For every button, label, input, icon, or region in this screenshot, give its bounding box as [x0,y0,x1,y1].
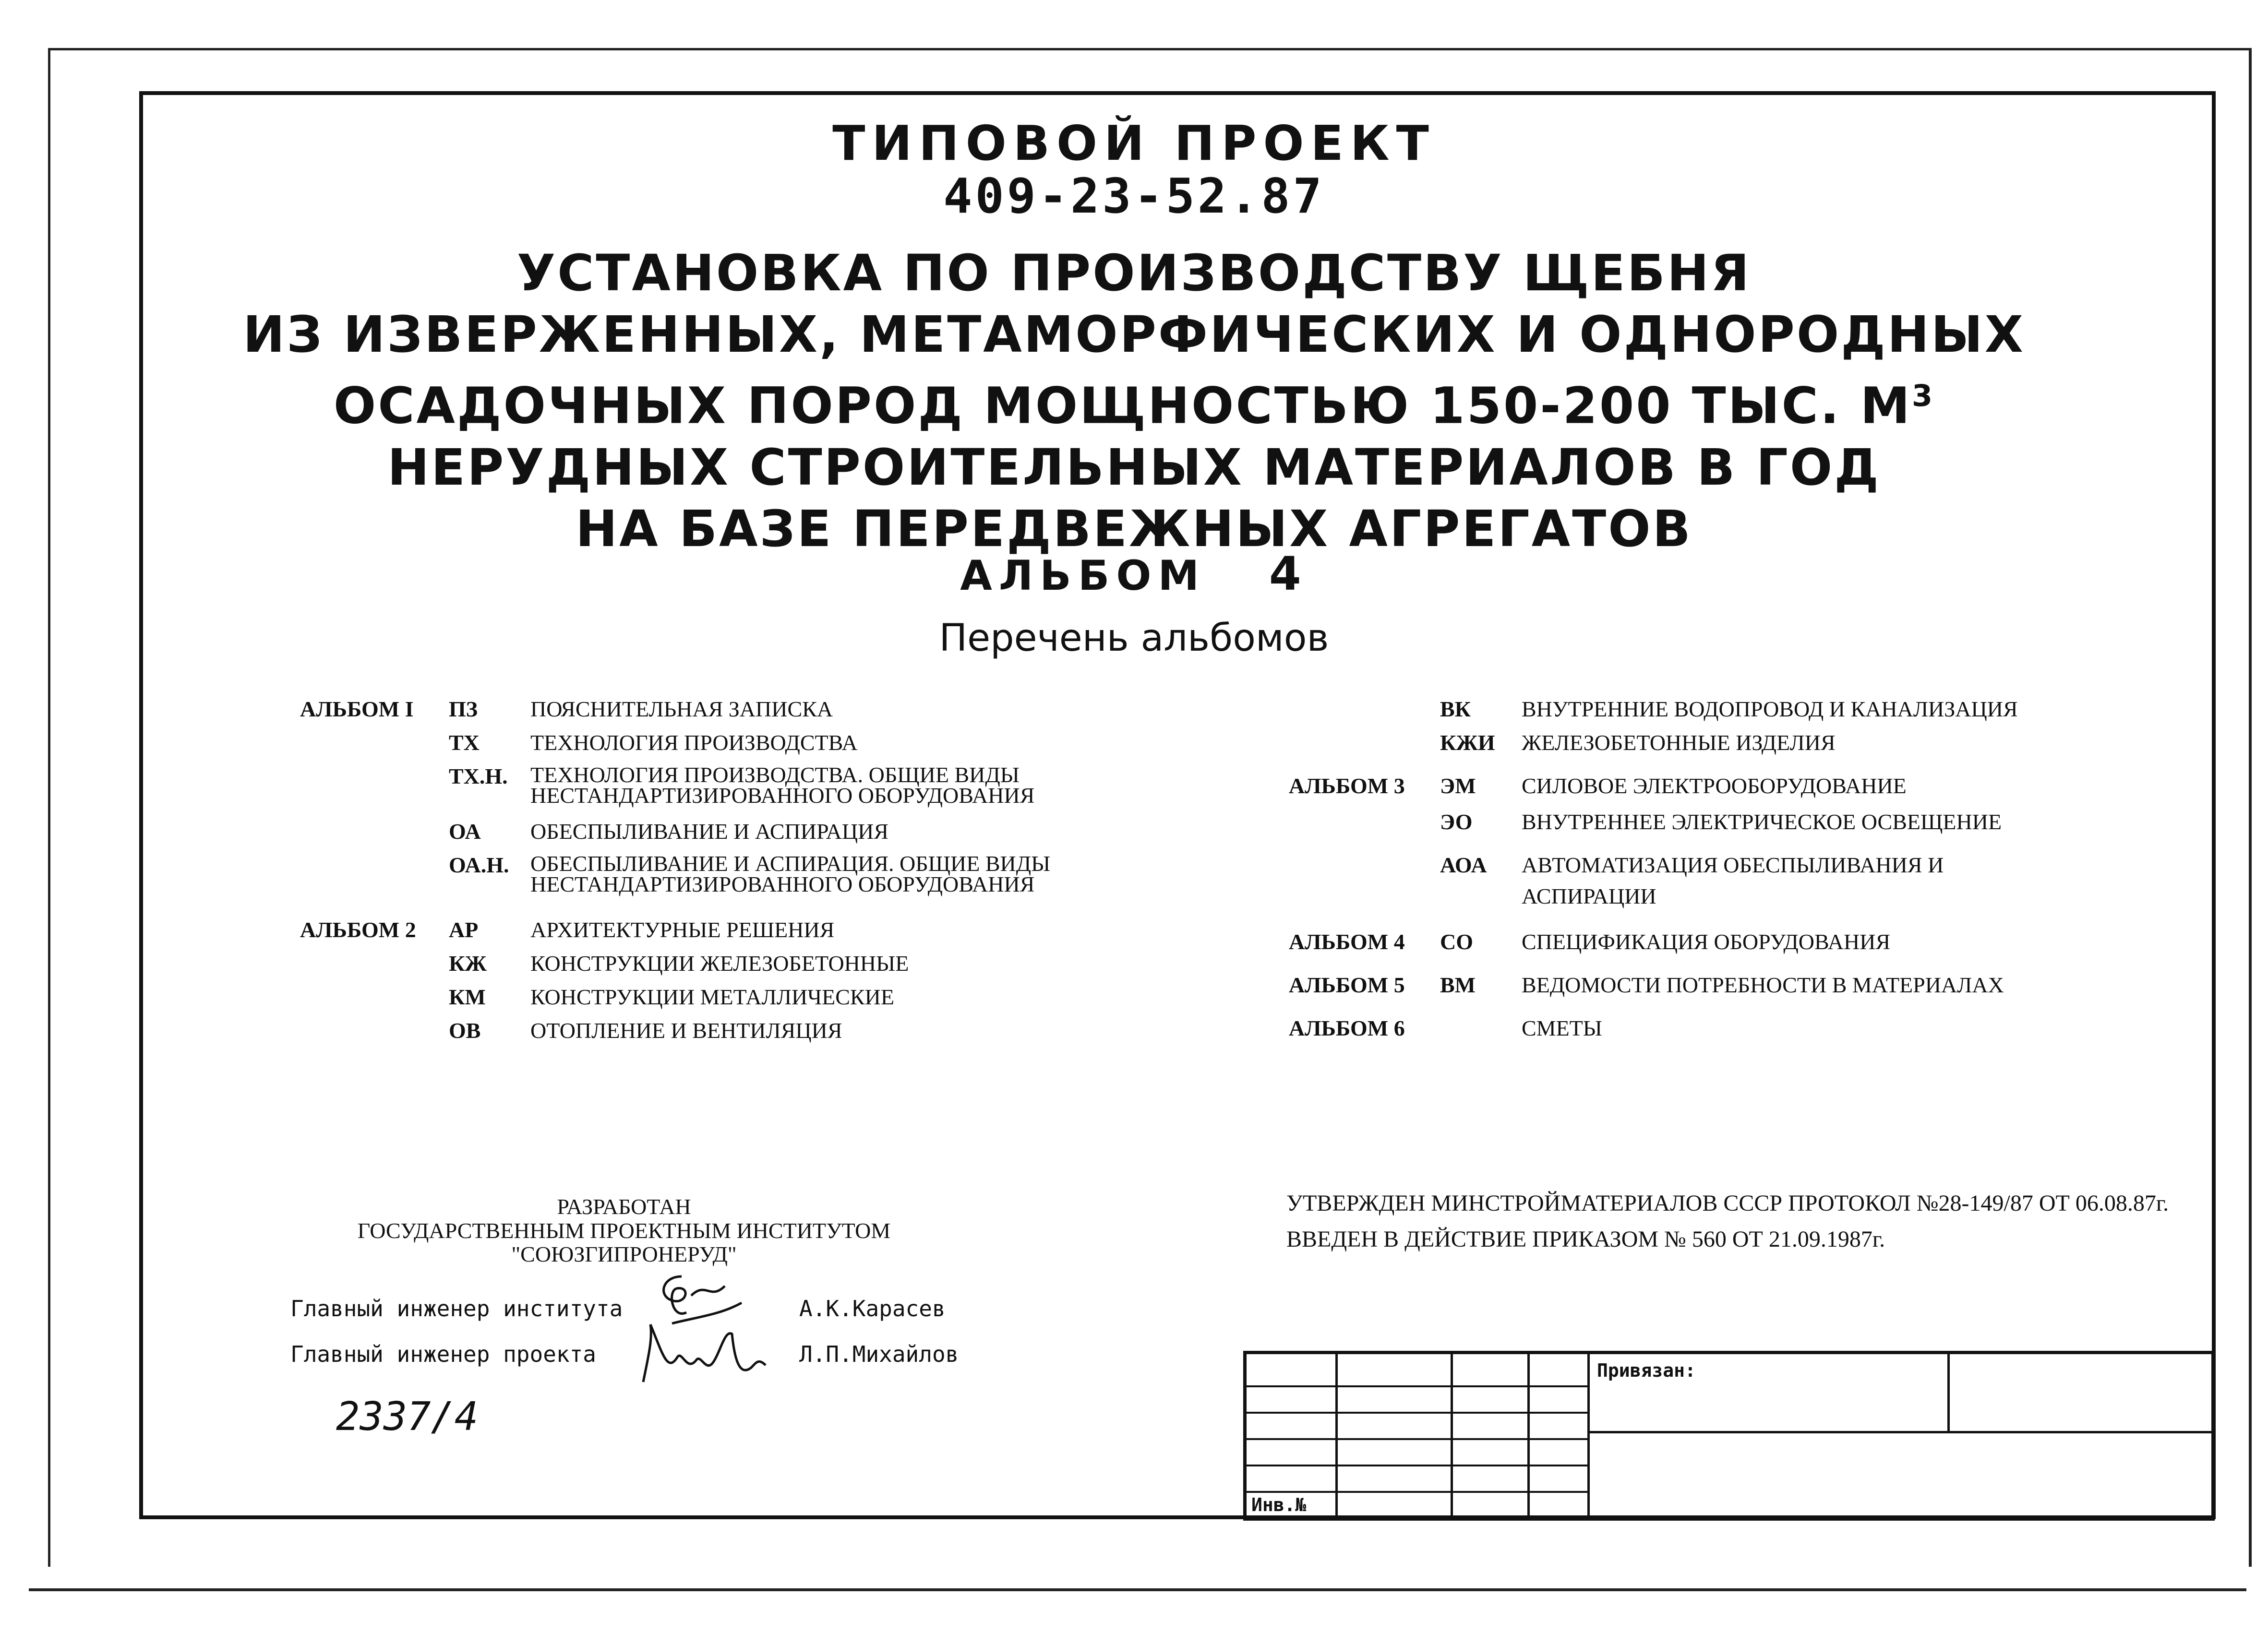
section-code: ВК [1440,697,1471,721]
title-line: ИЗ ИЗВЕРЖЕННЫХ, МЕТАМОРФИЧЕСКИХ И ОДНОРОДНЫХ [243,305,2025,364]
album-label: АЛЬБОМ 5 [1289,973,1405,997]
album-label: АЛЬБОМ 3 [1289,774,1405,798]
title-line: НА БАЗЕ ПЕРЕДВЕЖНЫХ АГРЕГАТОВ [576,499,1692,558]
section-title: СПЕЦИФИКАЦИЯ ОБОРУДОВАНИЯ [1522,929,1891,954]
inventory-number-label: Инв.№ [1251,1494,1307,1515]
section-title: ВНУТРЕННЕЕ ЭЛЕКТРИЧЕСКОЕ ОСВЕЩЕНИЕ [1522,810,2002,834]
signature-role: Главный инженер проекта [290,1341,596,1367]
section-code: ЭО [1440,810,1473,834]
signature-mark [629,1315,773,1396]
binding-label: Привязан: [1597,1360,1696,1381]
binding-stamp-table [1243,1351,2215,1521]
album-label: АЛЬБОМ 6 [1289,1016,1405,1040]
album-heading: АЛЬБОМ 4 [960,547,1308,601]
album-list-title: Перечень альбомов [939,617,1329,660]
title-line: НЕРУДНЫХ СТРОИТЕЛЬНЫХ МАТЕРИАЛОВ В ГОД [387,438,1881,497]
section-code: ОА [449,819,481,844]
section-code: ОА.Н. [449,853,509,877]
section-title: КОНСТРУКЦИИ ЖЕЛЕЗОБЕТОННЫЕ [530,951,909,976]
section-code: ТХ.Н. [449,764,508,788]
section-title: ОТОПЛЕНИЕ И ВЕНТИЛЯЦИЯ [530,1018,842,1043]
section-code: КЖИ [1440,730,1495,755]
section-title-continued: НЕСТАНДАРТИЗИРОВАННОГО ОБОРУДОВАНИЯ [530,872,1035,896]
section-code: ЭМ [1440,774,1476,798]
section-title: АРХИТЕКТУРНЫЕ РЕШЕНИЯ [530,917,835,942]
section-code: АОА [1440,853,1487,877]
archive-number: 2337/4 [336,1394,479,1440]
signatory-name: Л.П.Михайлов [799,1341,959,1367]
title-superscript: 3 [1912,378,1935,413]
album-label: АЛЬБОМ 4 [1289,929,1405,954]
section-code: КМ [449,985,486,1009]
album-label: АЛЬБОМ I [300,697,414,721]
signature-role: Главный инженер института [290,1296,623,1322]
section-code: ПЗ [449,697,478,721]
section-code: ОВ [449,1018,481,1043]
project-title [0,242,2268,560]
title-line: ОСАДОЧНЫХ ПОРОД МОЩНОСТЬЮ 150-200 ТЫС. $М^3$ [333,376,1935,435]
section-title: ПОЯСНИТЕЛЬНАЯ ЗАПИСКА [530,697,833,721]
section-title: ТЕХНОЛОГИЯ ПРОИЗВОДСТВА. ОБЩИЕ ВИДЫ [530,762,1020,787]
signatory-name: А.К.Карасев [799,1296,946,1322]
title-line: УСТАНОВКА ПО ПРОИЗВОДСТВУ ЩЕБНЯ [516,244,1752,302]
album-label: АЛЬБОМ 2 [300,917,416,942]
section-code: ТХ [449,730,480,755]
section-title: ЖЕЛЕЗОБЕТОННЫЕ ИЗДЕЛИЯ [1522,730,1836,755]
section-title: ОБЕСПЫЛИВАНИЕ И АСПИРАЦИЯ [530,819,889,844]
section-title: ВЕДОМОСТИ ПОТРЕБНОСТИ В МАТЕРИАЛАХ [1522,973,2004,997]
section-code: АР [449,917,479,942]
section-code: КЖ [449,951,487,976]
section-title: СИЛОВОЕ ЭЛЕКТРООБОРУДОВАНИЕ [1522,774,1907,798]
bottom-trim-line [29,1588,2246,1591]
section-title: КОНСТРУКЦИИ МЕТАЛЛИЧЕСКИЕ [530,985,894,1009]
developer-line: ГОСУДАРСТВЕННЫМ ПРОЕКТНЫМ ИНСТИТУТОМ [357,1218,891,1243]
section-title: ВНУТРЕННИЕ ВОДОПРОВОД И КАНАЛИЗАЦИЯ [1522,697,2018,721]
section-title: ТЕХНОЛОГИЯ ПРОИЗВОДСТВА [530,730,858,755]
project-label: ТИПОВОЙ ПРОЕКТ [832,115,1436,171]
developer-block [336,1195,912,1266]
developer-line: "СОЮЗГИПРОНЕРУД" [511,1242,737,1267]
project-number: 409-23-52.87 [943,168,1325,224]
approval-line: ВВЕДЕН В ДЕЙСТВИЕ ПРИКАЗОМ № 560 ОТ 21.09.1987г. [1286,1227,1885,1252]
section-title: СМЕТЫ [1522,1016,1602,1040]
section-code: СО [1440,929,1473,954]
developer-line: РАЗРАБОТАН [557,1194,691,1219]
approval-line: УТВЕРЖДЕН МИНСТРОЙМАТЕРИАЛОВ СССР ПРОТОКОЛ №28-149/87 ОТ 06.08.87г. [1286,1191,2169,1216]
section-title-continued: АСПИРАЦИИ [1522,884,1656,908]
section-title: АВТОМАТИЗАЦИЯ ОБЕСПЫЛИВАНИЯ И [1522,853,1944,877]
section-code: ВМ [1440,973,1476,997]
section-title: ОБЕСПЫЛИВАНИЕ И АСПИРАЦИЯ. ОБЩИЕ ВИДЫ [530,851,1051,876]
section-title-continued: НЕСТАНДАРТИЗИРОВАННОГО ОБОРУДОВАНИЯ [530,783,1035,808]
